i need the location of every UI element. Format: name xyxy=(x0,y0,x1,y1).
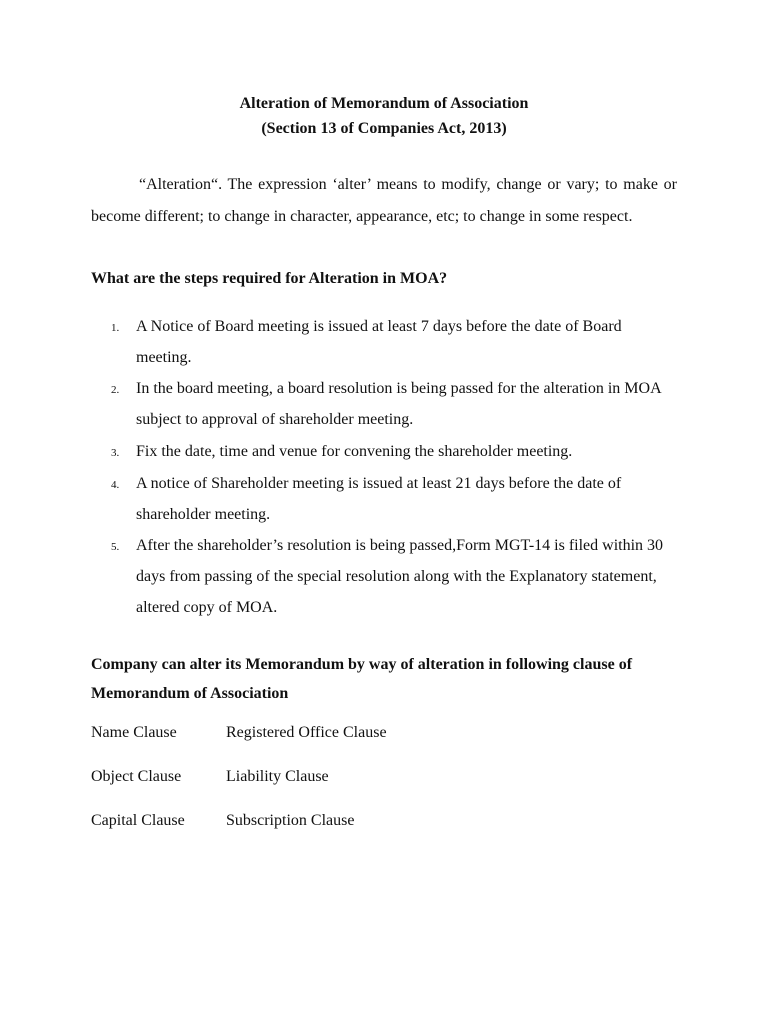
list-item: In the board meeting, a board resolution is being passed for the alteration in MOA subject to approval of shareholder meeting. xyxy=(136,380,661,428)
step-number: 4. xyxy=(111,479,120,491)
steps-heading: What are the steps required for Alteration in MOA? xyxy=(91,270,448,287)
step-number: 5. xyxy=(111,541,120,553)
list-item: A notice of Shareholder meeting is issued at least 21 days before the date of shareholder meeting. xyxy=(136,475,622,523)
clause-registered-office: Registered Office Clause xyxy=(226,724,387,741)
clause-object: Object Clause xyxy=(91,768,182,785)
document-title: Alteration of Memorandum of Association xyxy=(239,95,529,112)
clause-capital: Capital Clause xyxy=(91,812,185,829)
step-number: 2. xyxy=(111,384,120,396)
clause-liability: Liability Clause xyxy=(226,768,329,785)
list-item: Fix the date, time and venue for convening the shareholder meeting. xyxy=(136,443,573,460)
list-item: After the shareholder’s resolution is being passed,Form MGT-14 is filed within 30 days from passing of the special resolution along with the Explanatory statement, altered copy of MOA. xyxy=(136,537,664,616)
clause-name: Name Clause xyxy=(91,724,177,741)
document-subtitle: (Section 13 of Companies Act, 2013) xyxy=(261,120,507,137)
step-number: 3. xyxy=(111,447,120,459)
clause-subscription: Subscription Clause xyxy=(226,812,355,829)
list-item: A Notice of Board meeting is issued at least 7 days before the date of Board meeting. xyxy=(136,318,622,366)
clauses-heading: Company can alter its Memorandum by way of alteration in following clause of Memorandum of Association xyxy=(91,656,633,702)
intro-paragraph: “Alteration“. The expression ‘alter’ means to modify, change or vary; to make or become different; to change in character, appearance, etc; to change in some respect. xyxy=(91,176,677,225)
step-number: 1. xyxy=(111,322,120,334)
